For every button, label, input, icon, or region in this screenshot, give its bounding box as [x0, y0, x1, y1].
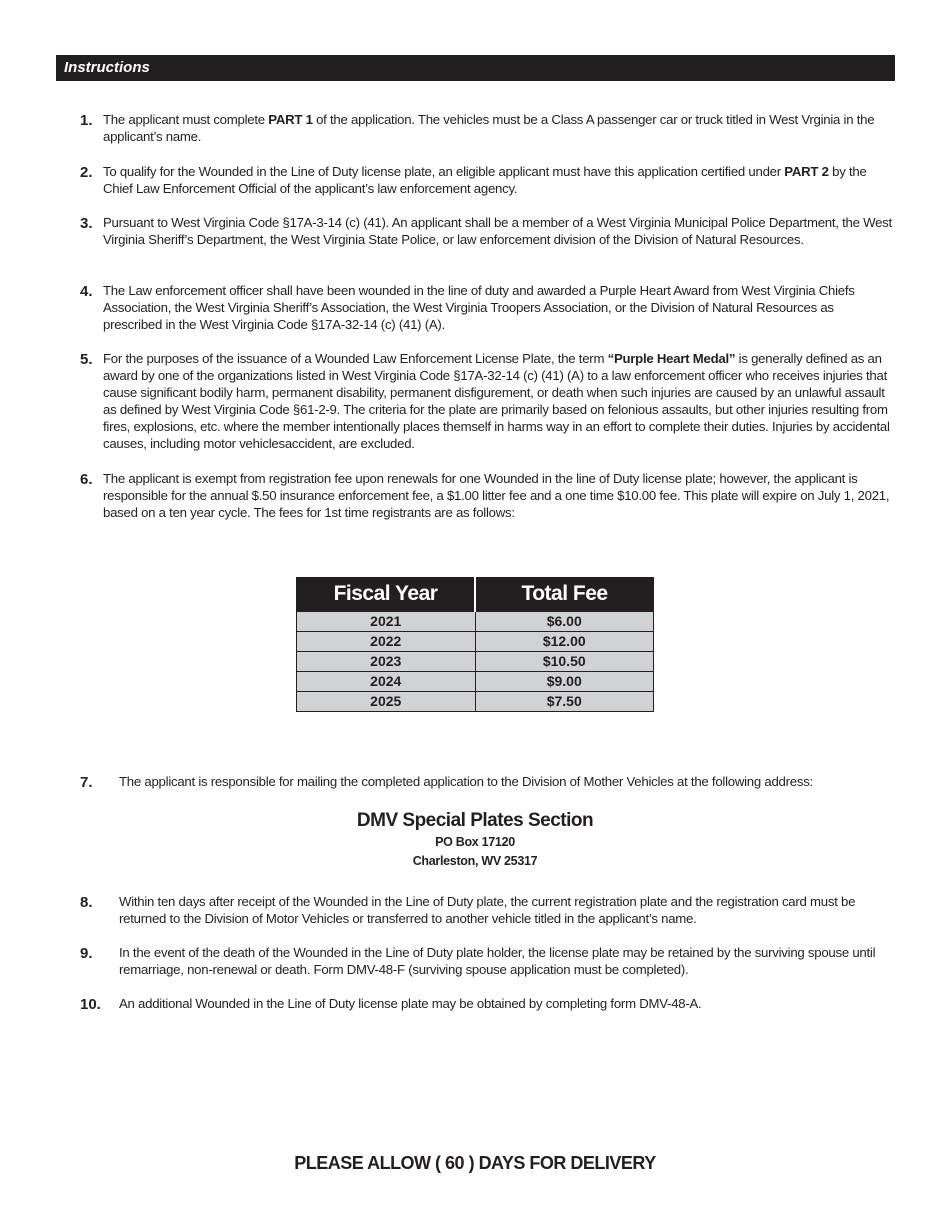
mailing-address — [0, 809, 950, 871]
fiscal-year-cell: 2022 — [297, 632, 476, 652]
address-title: DMV Special Plates Section — [356, 810, 594, 831]
total-fee-cell: $10.50 — [475, 652, 654, 672]
item-text: Within ten days after receipt of the Wounded in the Line of Duty plate, the current registration plate and the registration card must be returned to the Division of Motor Vehicles or transferred to another vehicle titled in the applicant’s name. — [119, 894, 856, 926]
instruction-item-4 — [80, 282, 895, 333]
fiscal-year-cell: 2023 — [297, 652, 476, 672]
instructions-header: Instructions — [56, 55, 895, 81]
item-text: An additional Wounded in the Line of Duty license plate may be obtained by completing form DMV-48-A. — [119, 996, 702, 1011]
item-number: 10. — [80, 996, 101, 1013]
column-header-total-fee: Total Fee — [475, 577, 654, 612]
instruction-item-5 — [80, 350, 895, 452]
fee-table — [296, 577, 654, 712]
item-number: 5. — [80, 351, 93, 368]
fiscal-year-cell: 2024 — [297, 672, 476, 692]
item-number: 7. — [80, 774, 93, 791]
item-number: 6. — [80, 471, 93, 488]
item-number: 4. — [80, 283, 93, 300]
instruction-item-6 — [80, 470, 895, 521]
instruction-item-1 — [80, 111, 895, 145]
item-number: 1. — [80, 112, 93, 129]
address-city: Charleston, WV 25317 — [412, 854, 538, 868]
item-text: For the purposes of the issuance of a Wounded Law Enforcement License Plate, the term “Purple Heart Medal” is generally defined as an award by one of the organizations listed in West Virginia Code §17A-32-14 (c) (41) (A) to a law enforcement officer who receives injuries that cause significant bodily harm, permanent disability, permanent disfigurement, or death when such injuries are caused by an unlawful assault as defined by West Virginia Code §61-2-9. The criteria for the plate are primarily based on felonious assaults, but other injuries resulting from fires, explosions, etc. where the member intentionally places themself in harms way in an effort to complete their duties. Injuries by accidental causes, including motor vehiclesaccident, are excluded. — [103, 351, 890, 451]
delivery-notice: PLEASE ALLOW ( 60 ) DAYS FOR DELIVERY — [294, 1153, 656, 1173]
column-header-fiscal-year: Fiscal Year — [297, 577, 476, 612]
total-fee-cell: $7.50 — [475, 692, 654, 712]
item-number: 8. — [80, 894, 93, 911]
item-text: The applicant is exempt from registration fee upon renewals for one Wounded in the line of Duty license plate; however, the applicant is responsible for the annual $.50 insurance enforcement fee, a $1.00 litter fee and a one time $10.00 fee. This plate will expire on July 1, 2021, based on a ten year cycle. The fees for 1st time registrants are as follows: — [103, 471, 890, 520]
instruction-item-8 — [80, 893, 895, 927]
table-row — [297, 612, 654, 632]
item-number: 9. — [80, 945, 93, 962]
item-number: 3. — [80, 215, 93, 232]
fiscal-year-cell: 2021 — [297, 612, 476, 632]
total-fee-cell: $9.00 — [475, 672, 654, 692]
table-row — [297, 652, 654, 672]
item-text: To qualify for the Wounded in the Line of Duty license plate, an eligible applicant must have this application certified under PART 2 by the Chief Law Enforcement Official of the applicant’s law enforcement agency. — [103, 164, 867, 196]
instruction-item-2 — [80, 163, 895, 197]
table-row — [297, 632, 654, 652]
fiscal-year-cell: 2025 — [297, 692, 476, 712]
total-fee-cell: $6.00 — [475, 612, 654, 632]
table-row — [297, 672, 654, 692]
instruction-item-9 — [80, 944, 895, 978]
item-number: 2. — [80, 164, 93, 181]
item-text: In the event of the death of the Wounded in the Line of Duty plate holder, the license plate may be retained by the surviving spouse until remarriage, non-renewal or death. Form DMV-48-F (surviving spouse application must be completed). — [119, 945, 876, 977]
fee-table-header-row — [297, 577, 654, 612]
item-text: Pursuant to West Virginia Code §17A-3-14 (c) (41). An applicant shall be a member of a West Virginia Municipal Police Department, the West Virginia Sheriff’s Department, the West Virginia State Police, or law enforcement division of the Division of Natural Resources. — [103, 215, 892, 247]
item-text: The applicant is responsible for mailing the completed application to the Division of Mother Vehicles at the following address: — [119, 774, 813, 789]
instruction-item-7 — [80, 773, 895, 790]
instruction-item-3 — [80, 214, 895, 248]
instruction-item-10 — [80, 995, 895, 1012]
item-text: The applicant must complete PART 1 of the application. The vehicles must be a Class A passenger car or truck titled in West Vrginia in the applicant’s name. — [103, 112, 875, 144]
table-row — [297, 692, 654, 712]
address-po-box: PO Box 17120 — [435, 835, 515, 849]
total-fee-cell: $12.00 — [475, 632, 654, 652]
item-text: The Law enforcement officer shall have been wounded in the line of duty and awarded a Purple Heart Award from West Virginia Chiefs Association, the West Virginia Sheriff’s Association, the West Virginia Troopers Association, or the Division of Natural Resources as prescribed in the West Virginia Code §17A-32-14 (c) (41) (A). — [103, 283, 855, 332]
